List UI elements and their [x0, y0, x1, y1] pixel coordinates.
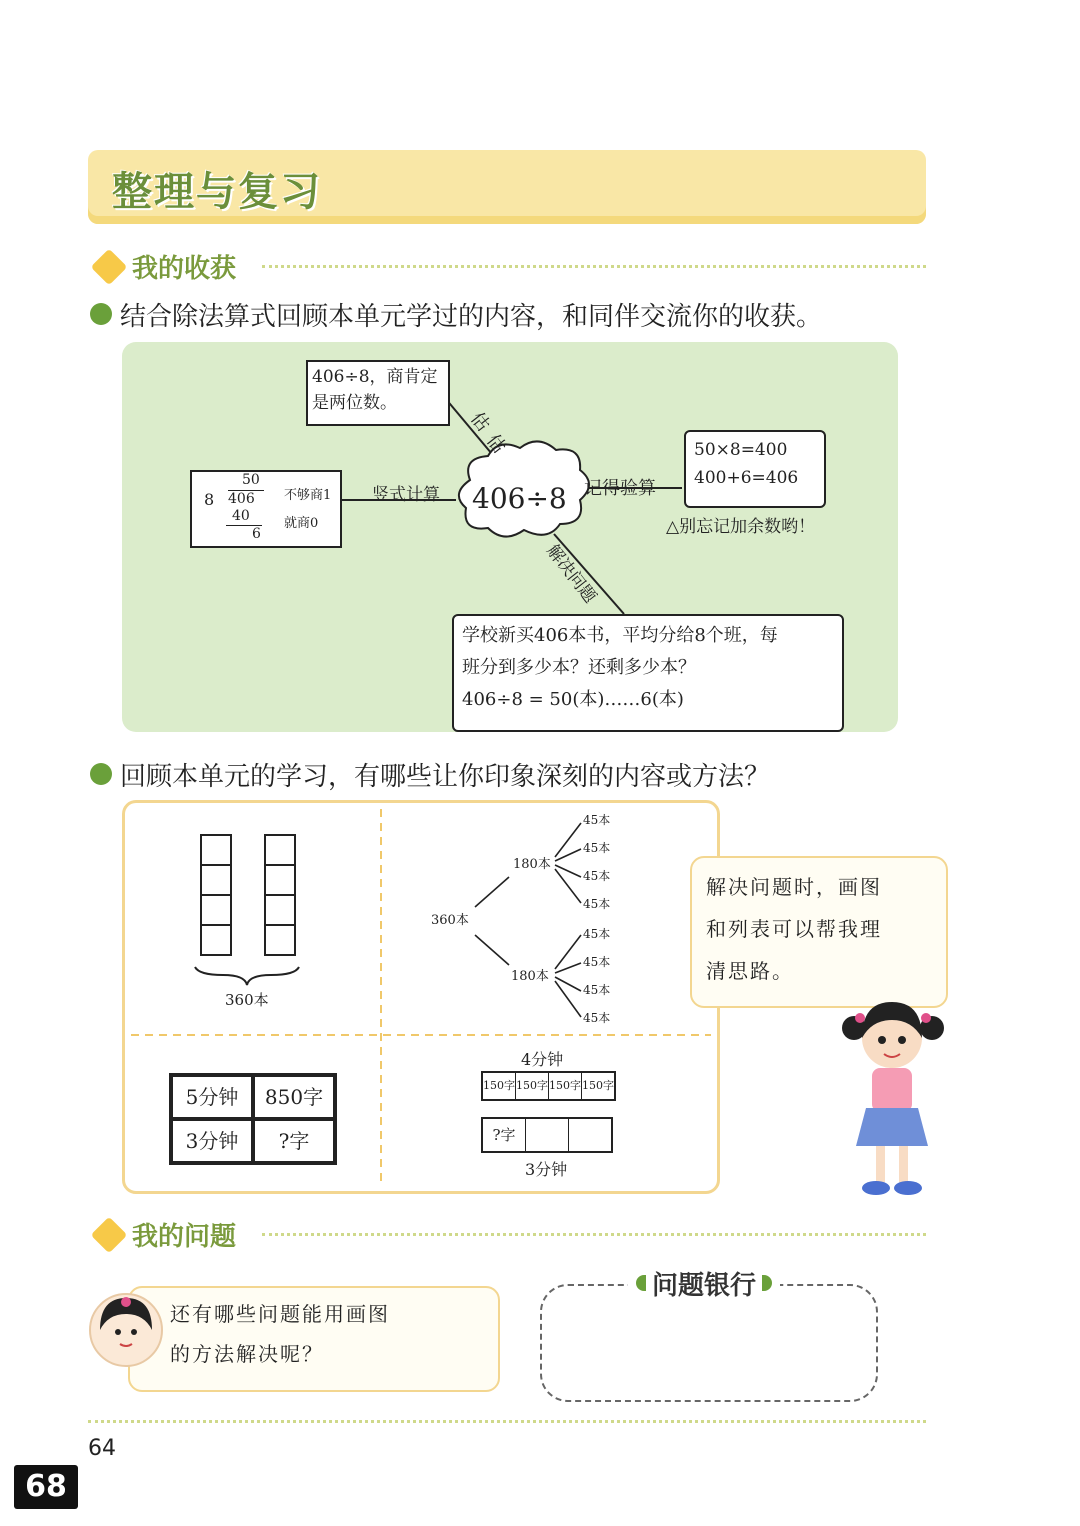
tab-right-icon — [762, 1275, 772, 1291]
section-title-harvest: 我的收获 — [132, 254, 237, 284]
calc-quotient: 50 — [242, 472, 260, 488]
dotted-divider — [262, 1233, 926, 1236]
bar-label: 360本 — [225, 991, 269, 1009]
table-cell: 850字 — [253, 1075, 335, 1119]
solve-line-2: 班分到多少本？还剩多少本？ — [462, 657, 696, 678]
estimate-label-2: 估 — [482, 430, 510, 458]
dotted-divider — [262, 265, 926, 268]
bullet-icon — [90, 763, 112, 785]
question-bank-box — [540, 1284, 878, 1402]
girl-illustration — [836, 998, 948, 1204]
strip-question-cell: ?字 — [483, 1119, 526, 1151]
tree-root: 360本 — [431, 913, 469, 928]
tree-leaf: 45本 — [583, 1011, 611, 1025]
question-2: 回顾本单元的学习，有哪些让你印象深刻的内容或方法？ — [120, 762, 771, 792]
bullet-icon — [90, 303, 112, 325]
check-box — [684, 430, 826, 508]
vertical-label: 竖式计算 — [372, 485, 440, 505]
tab-left-icon — [636, 1275, 646, 1291]
tree-leaf: 45本 — [583, 927, 611, 941]
page-number-badge: 68 — [14, 1465, 78, 1509]
book-page-number: 64 — [88, 1436, 116, 1461]
speech2-line-2: 的方法解决呢？ — [170, 1342, 324, 1366]
calc-note-2: 就商0 — [284, 516, 319, 531]
tree-leaf: 45本 — [583, 983, 611, 997]
question-bank-header — [628, 1266, 780, 1300]
check-label: 记得验算 — [584, 478, 656, 499]
speech-bubble-question — [128, 1286, 500, 1392]
strip-bottom-label: 3分钟 — [525, 1160, 568, 1179]
vertical-calc-box — [190, 470, 342, 548]
estimate-line-2: 是两位数。 — [312, 393, 397, 413]
table-cell: 3分钟 — [171, 1119, 253, 1163]
strip-full — [481, 1071, 616, 1101]
speech-bubble-tip — [690, 856, 948, 1008]
speech2-line-1: 还有哪些问题能用画图 — [170, 1302, 390, 1326]
check-line-2: 400+6=406 — [694, 468, 799, 488]
tree-mid-2: 180本 — [511, 969, 549, 984]
solve-label: 解决问题 — [542, 541, 600, 607]
tree-leaf: 45本 — [583, 897, 611, 911]
calc-dividend: 406 — [228, 491, 255, 507]
strip-empty-cell — [569, 1119, 611, 1151]
calc-note-1: 不够商1 — [284, 488, 332, 503]
question-bank-title: 问题银行 — [652, 1270, 757, 1301]
diamond-icon — [91, 249, 128, 286]
strip-cell: 150字 — [582, 1079, 614, 1092]
calc-divisor: 8 — [204, 490, 215, 509]
speech-line-3: 清思路。 — [706, 959, 794, 983]
table — [169, 1073, 337, 1165]
strip-cell: 150字 — [483, 1073, 516, 1099]
solve-line-1: 学校新买406本书，平均分给8个班，每 — [462, 625, 778, 646]
calc-remainder: 6 — [252, 526, 261, 542]
tree-leaf: 45本 — [583, 813, 611, 827]
diamond-icon — [91, 1217, 128, 1254]
speech-line-1: 解决问题时，画图 — [706, 875, 882, 899]
section-title-questions: 我的问题 — [132, 1222, 237, 1252]
speech-line-2: 和列表可以帮我理 — [706, 917, 882, 941]
solve-box — [452, 614, 844, 732]
check-line-1: 50×8=400 — [694, 440, 788, 460]
strip-cell: 150字 — [516, 1073, 549, 1099]
center-equation: 406÷8 — [472, 482, 567, 515]
tree-mid-1: 180本 — [513, 857, 551, 872]
check-note: △别忘记加余数哟！ — [666, 517, 816, 537]
page-title: 整理与复习 — [112, 169, 322, 215]
question-1: 结合除法算式回顾本单元学过的内容，和同伴交流你的收获。 — [120, 302, 823, 332]
calc-sub: 40 — [232, 508, 250, 524]
strip-empty-cell — [526, 1119, 569, 1151]
tree-leaf: 45本 — [583, 841, 611, 855]
methods-panel — [122, 800, 720, 1194]
strip-top-label: 4分钟 — [521, 1050, 564, 1069]
estimate-label: 估 — [466, 408, 494, 436]
strip-part — [481, 1117, 613, 1153]
mindmap-panel — [122, 342, 898, 732]
table-cell: 5分钟 — [171, 1075, 253, 1119]
bottom-divider — [88, 1420, 926, 1423]
tree-leaf: 45本 — [583, 955, 611, 969]
strip-cell: 150字 — [549, 1073, 582, 1099]
avatar — [88, 1290, 164, 1370]
estimate-line-1: 406÷8，商肯定 — [312, 367, 438, 387]
solve-line-3: 406÷8 = 50(本)……6(本) — [462, 689, 684, 710]
tree-leaf: 45本 — [583, 869, 611, 883]
estimate-box — [306, 360, 450, 426]
table-cell: ?字 — [253, 1119, 335, 1163]
